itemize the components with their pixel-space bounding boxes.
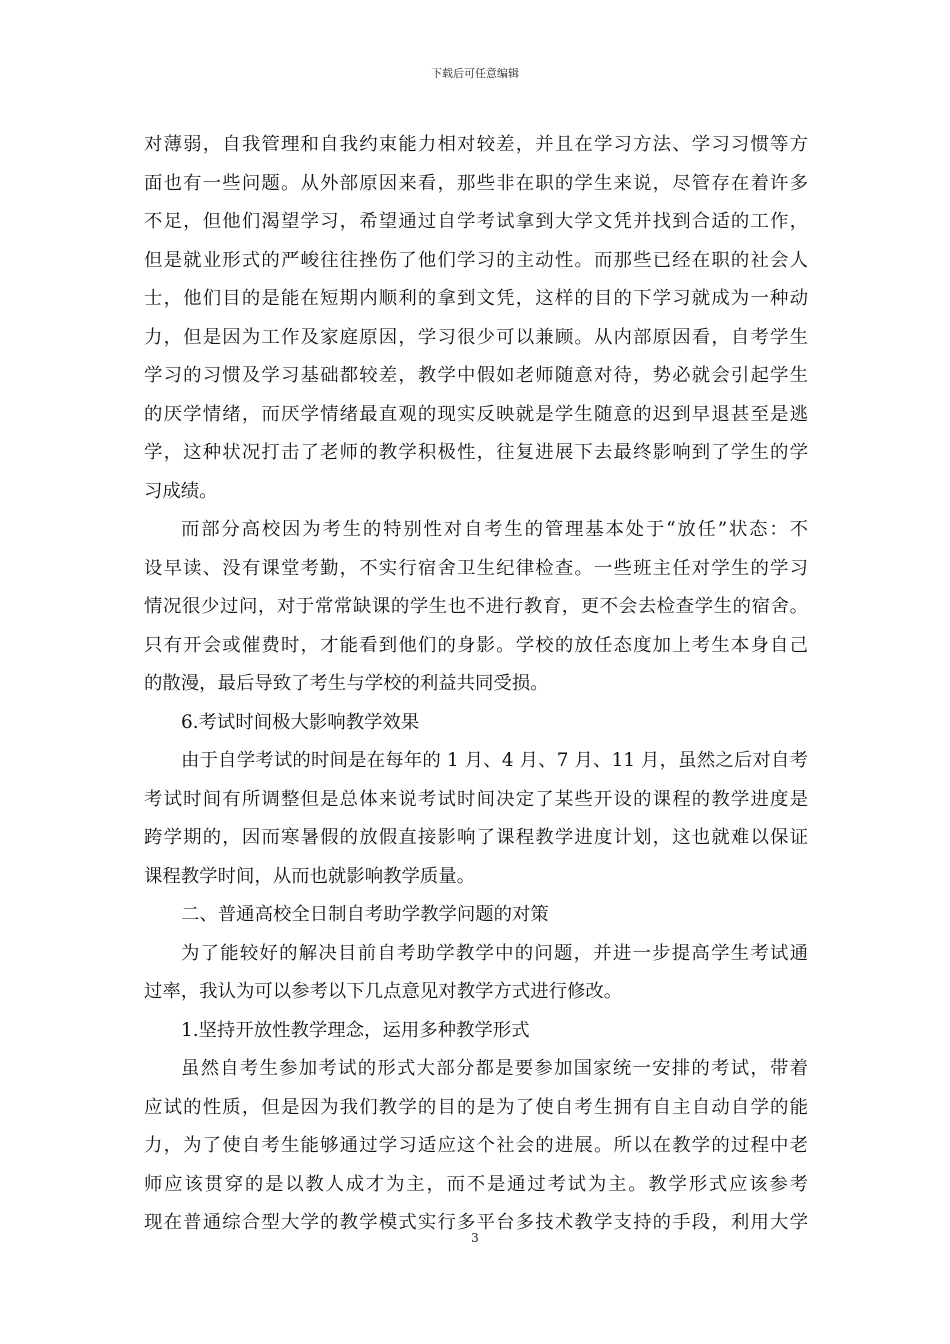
- text-line: 现在普通综合型大学的教学模式实行多平台多技术教学支持的手段，利用大学: [144, 1212, 808, 1233]
- text-line: 学习的习惯及学习基础都较差，教学中假如老师随意对待，势必就会引起学生: [144, 365, 808, 386]
- text-line: 设早读、没有课堂考勤，不实行宿舍卫生纪律检查。一些班主任对学生的学习: [144, 557, 808, 579]
- text-line: 习成绩。: [144, 480, 218, 502]
- text-line: 士，他们目的是能在短期内顺利的拿到文凭，这样的目的下学习就成为一种动: [144, 288, 808, 309]
- text-line: 而部分高校因为考生的特别性对自考生的管理基本处于“放任”状态：不: [181, 519, 808, 540]
- text-line: 但是就业形式的严峻往往挫伤了他们学习的主动性。而那些已经在职的社会人: [144, 249, 808, 271]
- body-text: [144, 126, 808, 1243]
- text-line: 力，为了使自考生能够通过学习适应这个社会的进展。所以在教学的过程中老: [144, 1135, 808, 1156]
- text-line: 只有开会或催费时，才能看到他们的身影。学校的放任态度加上考生本身自己: [144, 634, 808, 656]
- text-line: 的厌学情绪，而厌学情绪最直观的现实反映就是学生随意的迟到早退甚至是逃: [144, 403, 808, 425]
- text-line: 面也有一些问题。从外部原因来看，那些非在职的学生来说，尽管存在着许多: [144, 172, 808, 194]
- text-line: 学，这种状况打击了老师的教学积极性，往复进展下去最终影响到了学生的学: [144, 442, 808, 463]
- text-line: 过率，我认为可以参考以下几点意见对教学方式进行修改。: [144, 981, 623, 1002]
- section-heading: 二、普通高校全日制自考助学教学问题的对策: [181, 904, 549, 925]
- text-line: 跨学期的，因而寒暑假的放假直接影响了课程教学进度计划，这也就难以保证: [144, 827, 808, 848]
- text-line: 课程教学时间，从而也就影响教学质量。: [144, 865, 476, 887]
- text-line: 情况很少过问，对于常常缺课的学生也不进行教育，更不会去检查学生的宿舍。: [144, 596, 808, 617]
- page-header: 下载后可任意编辑: [431, 67, 519, 80]
- section-heading: 1.坚持开放性教学理念，运用多种教学形式: [181, 1019, 530, 1041]
- text-line: 不足，但他们渴望学习，希望通过自学考试拿到大学文凭并找到合适的工作，: [144, 211, 808, 232]
- text-line: 对薄弱，自我管理和自我约束能力相对较差，并且在学习方法、学习习惯等方: [144, 134, 808, 155]
- text-line: 虽然自考生参加考试的形式大部分都是要参加国家统一安排的考试，带着: [181, 1058, 808, 1079]
- text-line: 考试时间有所调整但是总体来说考试时间决定了某些开设的课程的教学进度是: [144, 788, 808, 810]
- page-number: 3: [471, 1231, 479, 1245]
- section-heading: 6.考试时间极大影响教学效果: [181, 711, 420, 733]
- text-line: 的散漫，最后导致了考生与学校的利益共同受损。: [144, 673, 549, 694]
- text-line: 为了能较好的解决目前自考助学教学中的问题，并进一步提高学生考试通: [181, 942, 808, 964]
- text-line: 师应该贯穿的是以教人成才为主，而不是通过考试为主。教学形式应该参考: [144, 1173, 808, 1195]
- text-line: 应试的性质，但是因为我们教学的目的是为了使自考生拥有自主自动自学的能: [144, 1096, 808, 1118]
- text-line: 由于自学考试的时间是在每年的 1 月、4 月、7 月、11 月，虽然之后对自考: [181, 750, 808, 771]
- text-line: 力，但是因为工作及家庭原因，学习很少可以兼顾。从内部原因看，自考学生: [144, 326, 808, 348]
